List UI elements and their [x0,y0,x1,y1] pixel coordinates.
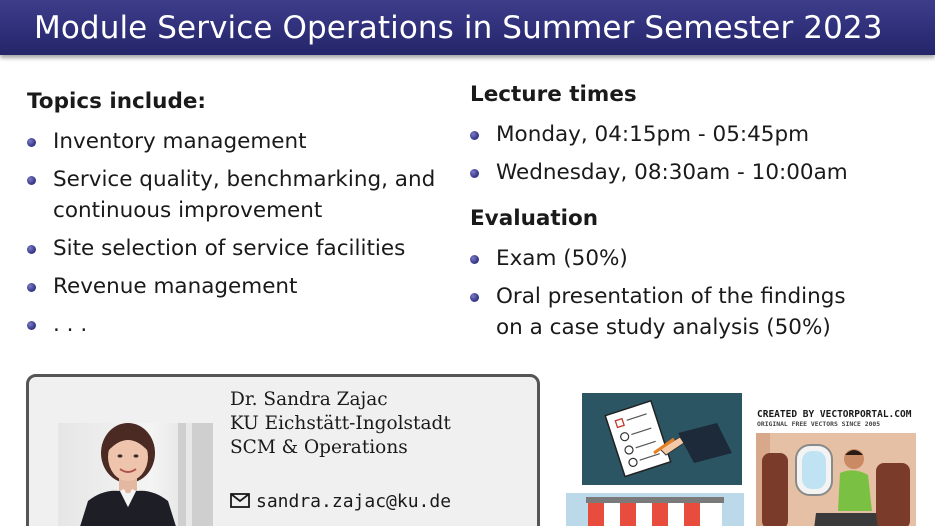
bullet-icon [27,176,36,185]
contact-email[interactable]: sandra.zajac@ku.de [256,491,452,512]
bullet-icon [27,321,36,330]
bullet-icon [470,255,479,264]
topics-list [27,126,447,347]
airplane-illustration [756,407,916,526]
shop-awning-icon [566,493,744,526]
survey-checklist-icon [582,393,742,485]
contact-department: SCM & Operations [230,437,408,458]
bullet-icon [470,293,479,302]
bullet-icon [27,138,36,147]
list-item: Wednesday, 08:30am - 10:00am [470,157,910,188]
envelope-icon [230,493,250,508]
portrait-illustration [58,423,213,526]
contact-email-row [230,491,451,512]
list-item: Oral presentation of the findings on a case study analysis (50%) [470,281,910,343]
list-item: Exam (50%) [470,243,910,274]
list-item: Monday, 04:15pm - 05:45pm [470,119,910,150]
lecture-times-heading: Lecture times [470,82,637,107]
slide-title: Module Service Operations in Summer Semester 2023 [34,10,883,46]
vectorportal-credit: CREATED BY VECTORPORTAL.COM [757,409,912,420]
survey-illustration [582,393,742,485]
vectorportal-tagline: ORIGINAL FREE VECTORS SINCE 2005 [757,420,881,428]
evaluation-heading: Evaluation [470,206,599,231]
lecture-times-list [470,119,910,195]
list-item: Inventory management [27,126,447,157]
contact-university: KU Eichstätt-Ingolstadt [230,413,451,434]
topics-heading: Topics include: [27,89,207,114]
bullet-icon [470,169,479,178]
shop-illustration [566,493,744,526]
title-bar [0,0,935,55]
list-item: Site selection of service facilities [27,233,447,264]
bullet-icon [27,245,36,254]
bullet-icon [27,283,36,292]
list-item: Service quality, benchmarking, and continuous improvement [27,164,447,226]
portrait-photo [58,423,213,526]
airplane-passenger-icon [756,433,916,526]
list-item: Revenue management [27,271,447,302]
bullet-icon [470,131,479,140]
evaluation-list [470,243,910,350]
list-item: . . . [27,309,447,340]
contact-name: Dr. Sandra Zajac [230,389,388,410]
